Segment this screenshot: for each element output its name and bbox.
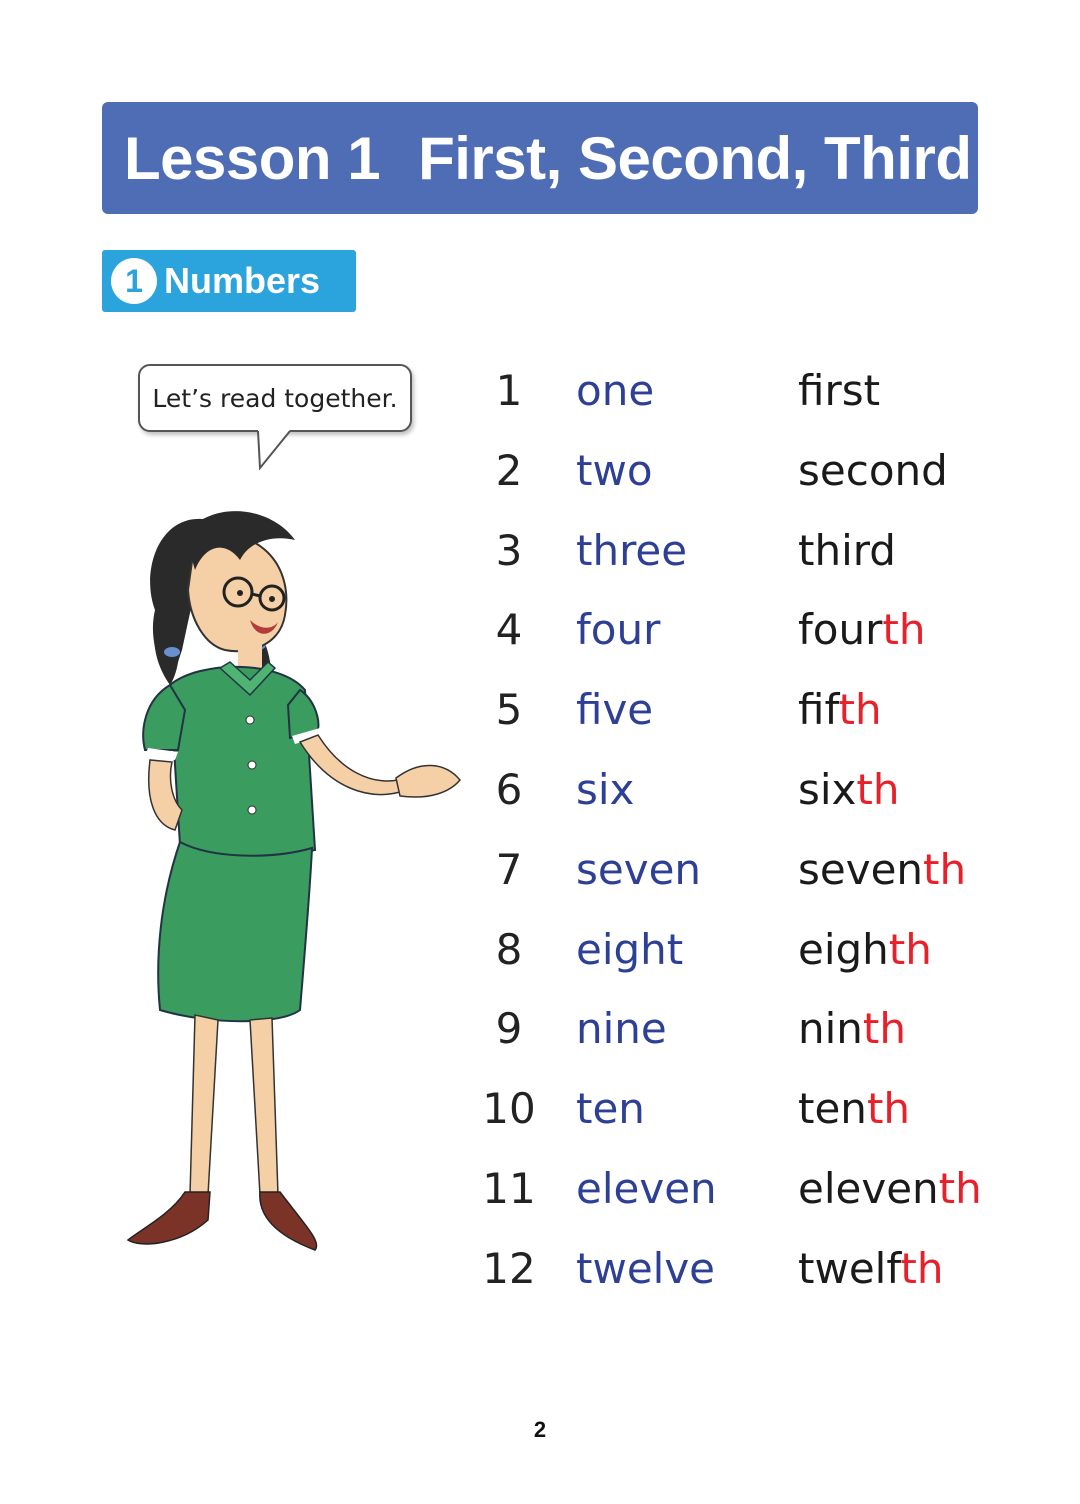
ordinal-suffix: th <box>888 924 932 974</box>
number-row <box>470 1164 1030 1244</box>
ordinal-word <box>798 366 880 415</box>
number-row <box>470 845 1030 925</box>
ordinal-stem: four <box>798 605 883 655</box>
ordinal-stem: fif <box>798 685 839 735</box>
page-number: 2 <box>533 1417 547 1442</box>
number-word: five <box>576 685 654 735</box>
number-row <box>470 446 1030 526</box>
ordinal-suffix: th <box>838 685 882 735</box>
lesson-title: First, Second, Third <box>418 124 972 192</box>
teacher-illustration <box>100 480 470 1300</box>
number-digit: 2 <box>495 445 523 495</box>
ordinal-suffix: th <box>882 605 926 655</box>
number-word: four <box>576 605 661 655</box>
ordinal-stem: first <box>798 366 881 415</box>
number-digit: 4 <box>495 605 523 655</box>
number-digit: 3 <box>495 525 523 575</box>
section-number-badge: 1 <box>111 258 157 304</box>
speech-bubble-tail <box>250 428 300 472</box>
ordinal-suffix: th <box>856 765 900 814</box>
ordinal-word <box>798 446 948 495</box>
number-digit: 12 <box>482 1243 536 1293</box>
number-digit: 1 <box>495 366 523 415</box>
number-row <box>470 366 1030 446</box>
number-word: two <box>576 445 653 495</box>
section-tag <box>102 250 356 312</box>
ordinal-suffix: th <box>938 1164 982 1213</box>
number-row <box>470 765 1030 845</box>
ordinal-word <box>798 605 925 654</box>
ordinal-word <box>798 526 896 575</box>
lesson-banner <box>102 102 978 214</box>
number-word: eleven <box>576 1164 717 1213</box>
number-word: twelve <box>576 1243 716 1293</box>
number-digit: 8 <box>495 924 523 974</box>
ordinal-stem: eleven <box>798 1164 939 1213</box>
ordinal-word <box>798 685 882 734</box>
number-word: six <box>576 765 635 814</box>
ordinal-word <box>798 765 900 814</box>
number-digit: 5 <box>495 685 523 735</box>
number-row <box>470 925 1030 1005</box>
number-digit: 10 <box>482 1084 536 1134</box>
ordinal-suffix: th <box>862 1004 907 1054</box>
speech-bubble-text: Let’s read together. <box>152 383 398 413</box>
number-word: seven <box>576 844 702 894</box>
ordinal-suffix: th <box>866 1084 911 1134</box>
section-title: Numbers <box>164 260 321 301</box>
number-row <box>470 526 1030 606</box>
number-digit: 7 <box>495 844 523 894</box>
ordinal-word <box>798 925 932 974</box>
number-digit: 11 <box>482 1164 536 1213</box>
number-row <box>470 1004 1030 1084</box>
number-row <box>470 605 1030 685</box>
ordinal-stem: eigh <box>798 924 889 974</box>
ordinal-word <box>798 1004 906 1053</box>
number-digit: 6 <box>495 765 523 814</box>
ordinal-word <box>798 845 966 894</box>
ordinal-stem: seven <box>798 844 924 894</box>
number-word: nine <box>576 1004 667 1054</box>
ordinal-word <box>798 1164 982 1213</box>
ordinal-stem: nin <box>798 1004 863 1054</box>
number-row <box>470 1084 1030 1164</box>
number-digit: 9 <box>495 1004 523 1054</box>
ordinal-word <box>798 1084 910 1133</box>
ordinal-stem: ten <box>798 1084 867 1134</box>
number-row <box>470 1244 1030 1324</box>
number-word: eight <box>576 924 684 974</box>
ordinal-stem: six <box>798 765 857 814</box>
lesson-label: Lesson 1 <box>124 124 381 192</box>
ordinal-stem: third <box>798 525 896 575</box>
ordinal-suffix: th <box>900 1243 944 1293</box>
speech-bubble <box>138 364 412 432</box>
ordinal-stem: second <box>798 445 948 495</box>
number-row <box>470 685 1030 765</box>
ordinal-suffix: th <box>923 844 967 894</box>
number-word: ten <box>576 1084 645 1134</box>
ordinal-word <box>798 1244 943 1293</box>
ordinal-stem: twelf <box>798 1243 901 1293</box>
number-word: three <box>576 525 688 575</box>
number-word: one <box>576 366 655 415</box>
